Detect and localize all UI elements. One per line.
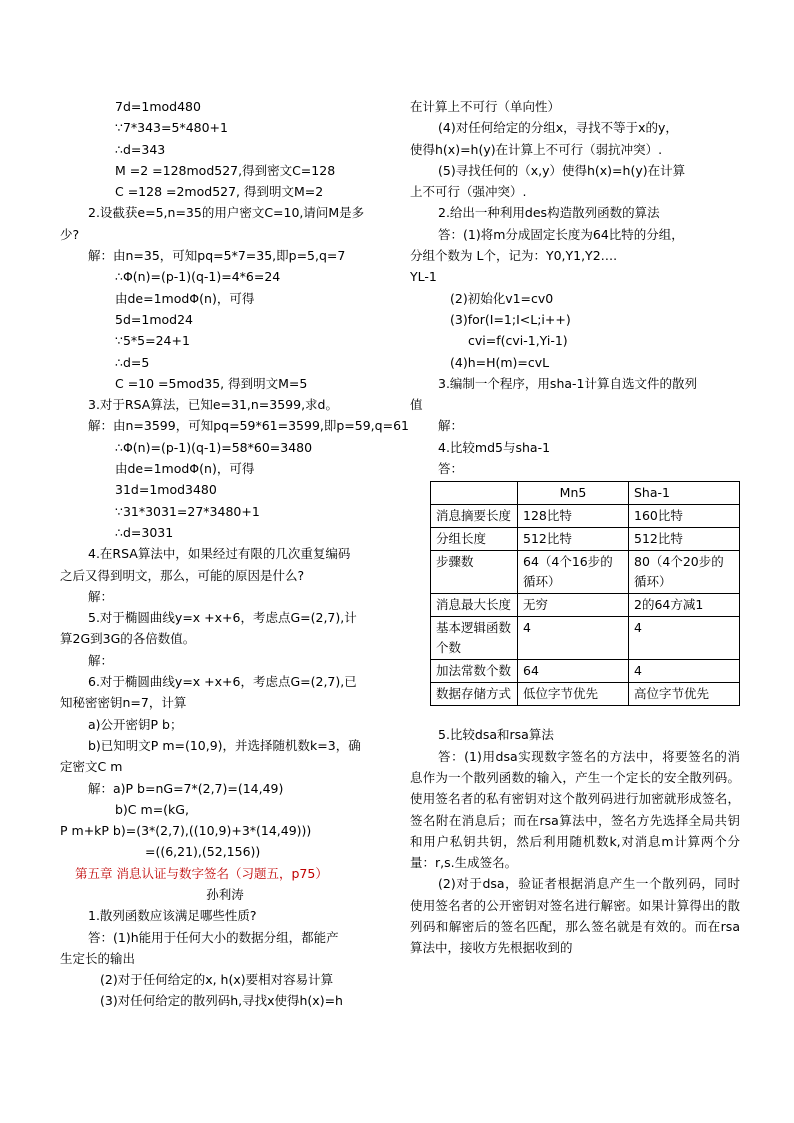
text-line: 上不可行（强冲突）. [410, 184, 527, 200]
table-row [431, 505, 740, 528]
answer-line: 答： [438, 461, 464, 477]
answer-line: 解：a)P b=nG=7*(2,7)=(14,49) [88, 780, 284, 796]
table-cell: 64（4个16步的循环） [518, 551, 629, 594]
text-line: 生定长的输出 [60, 950, 136, 966]
question-line: 4.比较md5与sha-1 [438, 439, 551, 455]
table-cell: 4 [518, 617, 629, 660]
text-line: (5)寻找任何的（x,y）使得h(x)=h(y)在计算 [438, 162, 686, 178]
code-line: (2)初始化v1=cv0 [450, 290, 554, 306]
table-cell: 4 [629, 660, 740, 683]
question-line: 6.对于椭圆曲线y=x +x+6，考虑点G=(2,7),已 [88, 674, 357, 690]
answer-line: 解： [88, 588, 114, 604]
table-cell: 512比特 [518, 528, 629, 551]
text-line: ∵5*5=24+1 [115, 333, 190, 349]
text-line: 定密文C m [60, 759, 123, 775]
table-row [431, 551, 740, 594]
text-line: 由de=1modΦ(n)，可得 [115, 290, 255, 306]
text-line: C =128 =2mod527, 得到明文M=2 [115, 184, 324, 200]
table-row [431, 594, 740, 617]
text-line: a)公开密钥P b； [88, 716, 183, 732]
question-line: 算2G到3G的各倍数值。 [60, 631, 196, 647]
text-line: b)已知明文P m=(10,9)，并选择随机数k=3，确 [88, 737, 361, 753]
question-line: 2.设截获e=5,n=35的用户密文C=10,请问M是多 [88, 205, 365, 221]
question-line: 2.给出一种利用des构造散列函数的算法 [438, 205, 660, 221]
table-cell: 基本逻辑函数个数 [431, 617, 518, 660]
answer-line: 答：(1)将m分成固定长度为64比特的分组， [438, 226, 684, 242]
answer-line: 解：由n=35，可知pq=5*7=35,即p=5,q=7 [88, 248, 346, 264]
chapter-heading: 第五章 消息认证与数字签名（习题五，p75） [75, 865, 328, 881]
text-line: 分组个数为 L个，记为：Y0,Y1,Y2…. [410, 248, 618, 264]
text-line: (2)对于任何给定的x, h(x)要相对容易计算 [100, 972, 334, 988]
table-cell: 消息摘要长度 [431, 505, 518, 528]
text-line: P m+kP b)=(3*(2,7),((10,9)+3*(14,49))) [60, 823, 312, 839]
table-cell: 无穷 [518, 594, 629, 617]
left-column [60, 96, 409, 1012]
table-cell: 高位字节优先 [629, 683, 740, 706]
text-line: 由de=1modΦ(n)，可得 [115, 461, 255, 477]
answer-paragraph: (2)对于dsa，验证者根据消息产生一个散列码，同时使用签名者的公开密钥对签名进行解密。如果计算得出的散列码和解密后的签名匹配，那么签名就是有效的。而在rsa算法中，接收方先根据收到的 [410, 876, 740, 956]
code-line: (4)h=H(m)=cvL [450, 354, 550, 370]
answer-line: 答：(1)h能用于任何大小的数据分组，都能产 [88, 929, 339, 945]
table-cell: 2的64方减1 [629, 594, 740, 617]
text-line: M =2 =128mod527,得到密文C=128 [115, 162, 336, 178]
table-cell: 低位字节优先 [518, 683, 629, 706]
text-line: b)C m=(kG, [115, 801, 189, 817]
question-line: 4.在RSA算法中，如果经过有限的几次重复编码 [88, 546, 351, 562]
question-line: 之后又得到明文，那么，可能的原因是什么? [60, 567, 305, 583]
answer-line: 解：由n=3599，可知pq=59*61=3599,即p=59,q=61 [88, 418, 409, 434]
text-line: ∴d=5 [115, 354, 150, 370]
right-column [410, 96, 740, 959]
text-line: =((6,21),(52,156)) [145, 844, 261, 860]
text-line: YL-1 [410, 269, 437, 285]
text-line: 5d=1mod24 [115, 311, 193, 327]
text-line: C =10 =5mod35, 得到明文M=5 [115, 375, 308, 391]
table-cell: 加法常数个数 [431, 660, 518, 683]
spacer [410, 706, 740, 724]
question-line: 3.对于RSA算法，已知e=31,n=3599,求d。 [88, 397, 338, 413]
table-row [431, 660, 740, 683]
text-line: ∴Φ(n)=(p-1)(q-1)=58*60=3480 [115, 439, 313, 455]
text-line: (3)对任何给定的散列码h,寻找x使得h(x)=h [100, 993, 343, 1009]
table-cell: 80（4个20步的循环） [629, 551, 740, 594]
table-cell: 消息最大长度 [431, 594, 518, 617]
text-line: 7d=1mod480 [115, 99, 201, 114]
table-row [431, 528, 740, 551]
question-line: 5.比较dsa和rsa算法 [438, 727, 554, 743]
question-line: 5.对于椭圆曲线y=x +x+6，考虑点G=(2,7),计 [88, 610, 357, 626]
code-line: (3)for(I=1;I<L;i++) [450, 311, 571, 327]
text-line: ∴Φ(n)=(p-1)(q-1)=4*6=24 [115, 269, 281, 285]
table-header-row [431, 482, 740, 505]
table-header-cell: Sha-1 [629, 482, 740, 505]
table-cell: 64 [518, 660, 629, 683]
text-line: ∴d=3031 [115, 524, 174, 540]
text-line: 31d=1mod3480 [115, 482, 217, 498]
question-line: 少? [60, 226, 80, 242]
text-line: (4)对任何给定的分组x，寻找不等于x的y， [438, 120, 678, 136]
code-line: cvi=f(cvi-1,Yi-1) [468, 333, 568, 349]
question-line: 1.散列函数应该满足哪些性质? [88, 908, 257, 924]
table-cell: 数据存储方式 [431, 683, 518, 706]
table-cell: 4 [629, 617, 740, 660]
text-line: 在计算上不可行（单向性） [410, 99, 561, 114]
answer-paragraph: 答：(1)用dsa实现数字签名的方法中，将要签名的消息作为一个散列函数的输入，产生一个定长的安全散列码。使用签名者的私有密钥对这个散列码进行加密就形成签名，签名附在消息后；而在rsa算法中，签名方先选择全局共钥和用户私钥共钥，然后利用随机数k,对消息m计算两个分量：r,s.生成签名。 [410, 748, 740, 871]
answer-line: 解： [438, 418, 464, 434]
table-cell: 160比特 [629, 505, 740, 528]
text-line: ∵31*3031=27*3480+1 [115, 503, 260, 519]
question-line: 知秘密密钥n=7，计算 [60, 695, 187, 711]
question-line: 3.编制一个程序，用sha-1计算自选文件的散列 [438, 375, 697, 391]
text-line: ∵7*343=5*480+1 [115, 120, 228, 136]
answer-line: 解： [88, 652, 114, 668]
table-row [431, 617, 740, 660]
table-header-cell [431, 482, 518, 505]
author-name: 孙利涛 [206, 886, 244, 902]
text-line: ∴d=343 [115, 141, 166, 157]
text-line: 使得h(x)=h(y)在计算上不可行（弱抗冲突）. [410, 141, 663, 157]
comparison-table [430, 481, 740, 706]
table-row [431, 683, 740, 706]
table-header-cell: Mn5 [518, 482, 629, 505]
table-cell: 分组长度 [431, 528, 518, 551]
question-line: 值 [410, 397, 423, 413]
table-cell: 512比特 [629, 528, 740, 551]
table-cell: 128比特 [518, 505, 629, 528]
table-cell: 步骤数 [431, 551, 518, 594]
